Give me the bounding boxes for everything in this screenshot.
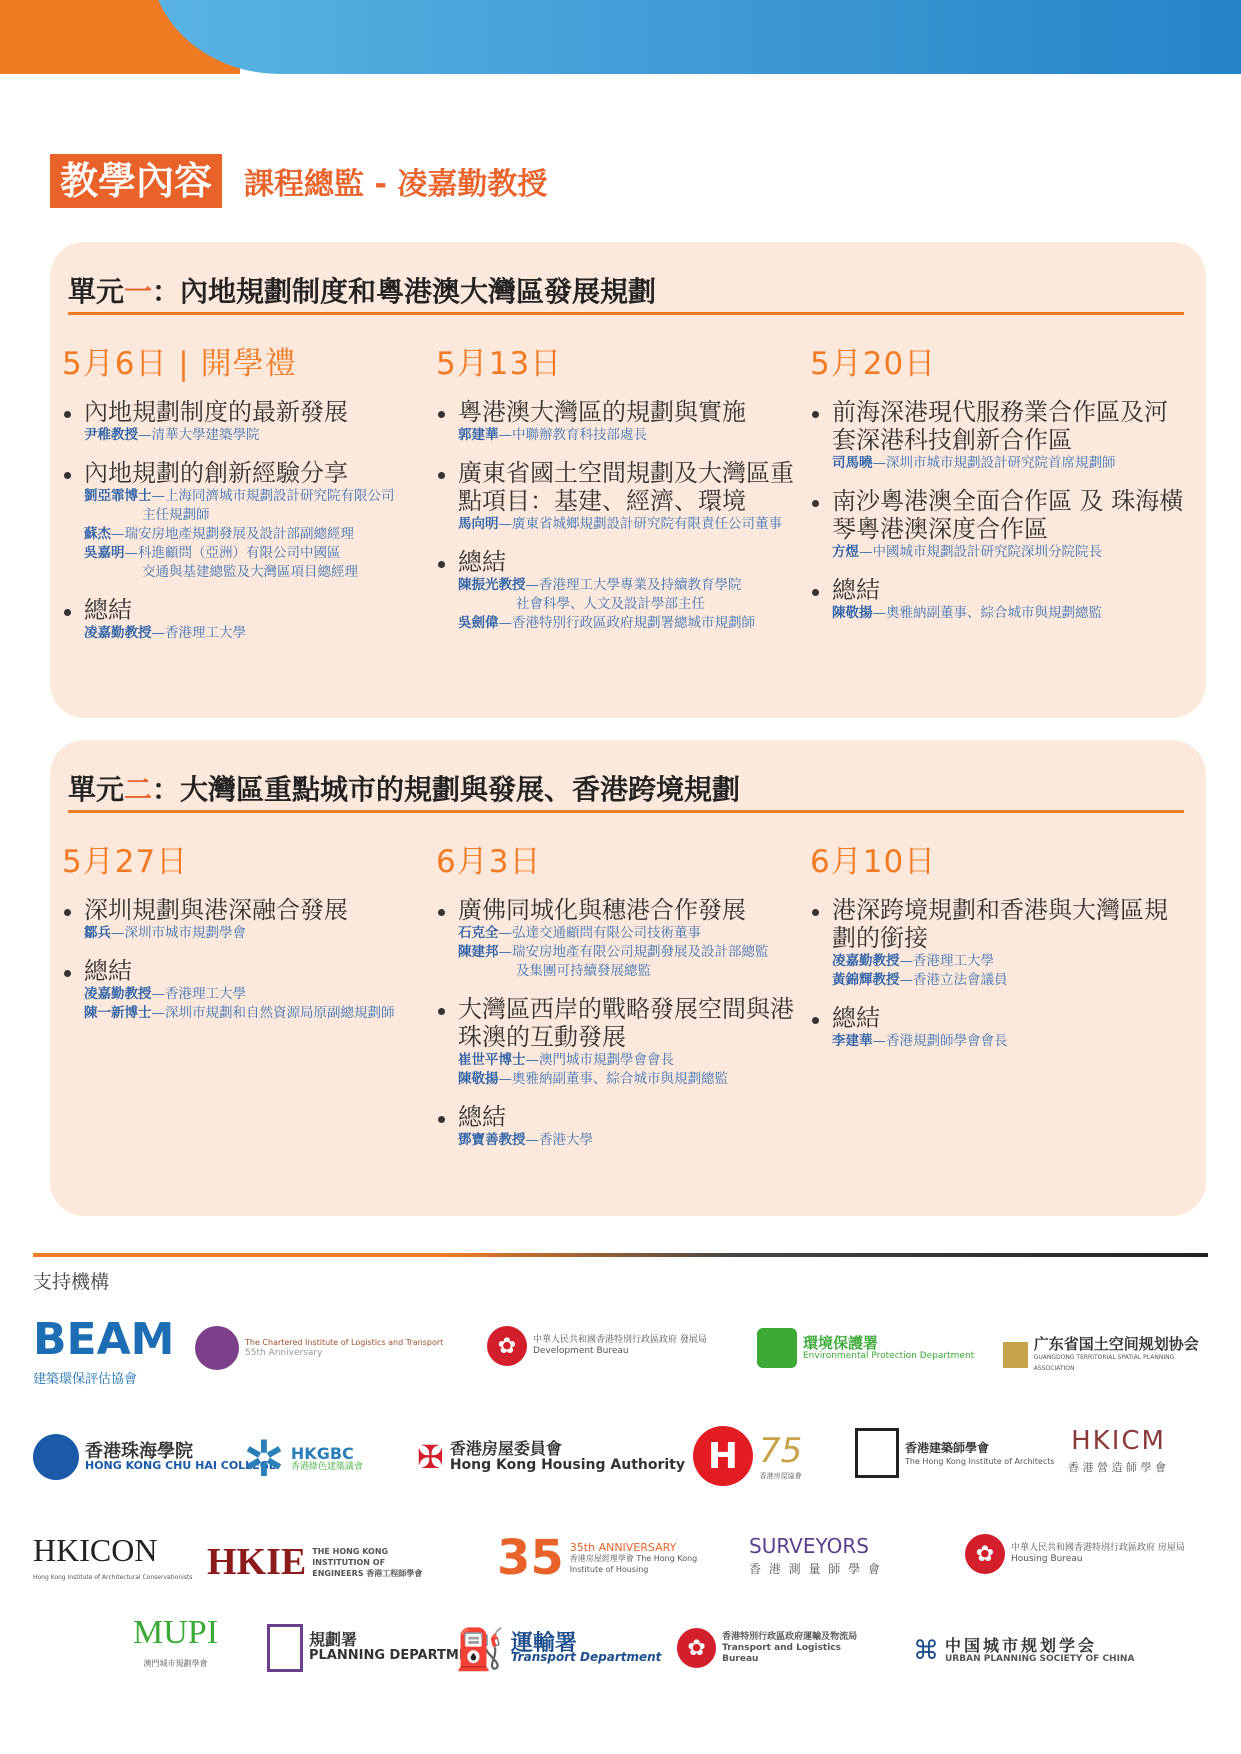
footer-divider (33, 1253, 1208, 1257)
speaker-name: 陳敬揚 (832, 605, 873, 621)
speaker-line (458, 426, 796, 445)
hkis-logo (749, 1534, 882, 1575)
agenda-item (810, 896, 1190, 990)
speaker-role-cont: 交通與基建總監及大灣區項目總經理 (142, 564, 358, 580)
agenda-item (436, 548, 796, 633)
hkia-logo (855, 1428, 1055, 1478)
speaker-name: 陳一新博士 (84, 1005, 152, 1021)
speaker-role: —弘達交通顧問有限公司技術董事 (498, 925, 701, 941)
speaker-name: 黃錦輝教授 (832, 972, 900, 988)
agenda-topic: 廣佛同城化與穗港合作發展 (458, 896, 746, 924)
schedule-column (810, 338, 1190, 623)
logo-subtext: 香 港 營 造 師 學 會 (1068, 1461, 1166, 1474)
speaker-role: —香港理工大學專業及持續教育學院 (525, 577, 742, 593)
speaker-role: —深圳市城市規劃設計研究院首席規劃師 (872, 455, 1116, 471)
bauhinia-icon: ✿ (965, 1534, 1005, 1574)
unit-title-prefix: 單元 (68, 275, 125, 308)
speaker-name: 司馬曉 (832, 455, 873, 471)
bauhinia-icon: ✿ (487, 1326, 527, 1366)
speaker-name: 李建華 (832, 1033, 873, 1049)
logo-subtext: Transport Department (510, 1650, 662, 1664)
logo-subtext: GUANGDONG TERRITORIAL SPATIAL PLANNING ASSOCIATION (1033, 1354, 1175, 1372)
agenda-item (436, 398, 796, 445)
logo-subtext: PLANNING DEPARTMENT (309, 1648, 488, 1663)
hkgbc-pinwheel-icon: ✲ (243, 1430, 285, 1488)
hkicon-logo (33, 1534, 192, 1583)
speaker-role: —清華大學建築學院 (138, 427, 260, 443)
speaker-name: 陳敬揚 (458, 1071, 499, 1087)
agenda-topic: 前海深港現代服務業合作區及河套深港科技創新合作區 (832, 398, 1168, 454)
agenda-item (62, 459, 422, 582)
agenda-item (436, 995, 796, 1089)
agenda-topic: 粵港澳大灣區的規劃與實施 (458, 398, 746, 426)
speaker-role: —香港理工大學 (899, 953, 994, 969)
speaker-line (458, 943, 796, 981)
session-date: 6月10日 (810, 844, 937, 880)
unit-divider (68, 810, 1184, 813)
agenda-item (436, 459, 796, 534)
speaker-role: —奧雅納副董事、綜合城市與規劃總監 (872, 605, 1102, 621)
agenda-item (436, 1103, 796, 1150)
hkih-logo (497, 1530, 707, 1586)
logo-text: MUPI (133, 1614, 219, 1651)
logo-subtext: Development Bureau (533, 1346, 629, 1356)
speaker-name: 尹稚教授 (84, 427, 138, 443)
schedule-column (436, 338, 796, 633)
schedule-column (62, 338, 422, 643)
logo-text: 中華人民共和國香港特別行政區政府 房屋局 (1011, 1543, 1185, 1553)
speaker-name: 陳建邦 (458, 944, 499, 960)
schedule-column (62, 836, 422, 1023)
agenda-topic: 總結 (84, 596, 132, 624)
session-date: 6月3日 (436, 844, 542, 880)
speaker-line (832, 971, 1190, 990)
agenda-topic: 總結 (458, 548, 506, 576)
unit-title-text: ：內地規劃制度和粵港澳大灣區發展規劃 (152, 275, 657, 308)
top-banner (0, 0, 1241, 74)
section-header (50, 156, 547, 206)
housing-bureau-logo (965, 1534, 1210, 1574)
gdtsp-logo (1003, 1336, 1208, 1374)
hkgbc-logo (243, 1430, 363, 1488)
speaker-role: —香港理工大學 (151, 625, 246, 641)
schedule-column (810, 836, 1190, 1051)
speaker-name: 凌嘉勤教授 (84, 986, 152, 1002)
agenda-topic: 大灣區西岸的戰略發展空間與港珠澳的互動發展 (458, 995, 794, 1051)
unit-divider (68, 312, 1184, 315)
logo-subtext: 香 港 測 量 師 學 會 (749, 1562, 882, 1576)
speaker-line (84, 544, 422, 582)
speaker-role: —深圳市規劃和自然資源局原副總規劃師 (151, 1005, 395, 1021)
logo-text: The Chartered Institute of Logistics and Transport (245, 1338, 444, 1347)
speaker-name: 劉亞霏博士 (84, 488, 152, 504)
agenda-item (62, 596, 422, 643)
speaker-line (832, 952, 1190, 971)
epd-icon (757, 1328, 797, 1368)
speaker-line (84, 924, 422, 943)
logo-subtext: Environmental Protection Department (803, 1350, 975, 1361)
agenda-item (62, 398, 422, 445)
hkhs-logo (693, 1426, 802, 1486)
speaker-name: 石克全 (458, 925, 499, 941)
session-date: 5月27日 (62, 844, 189, 880)
logo-text: 中国城市规划学会 (945, 1635, 1098, 1655)
unit-number: 二 (124, 773, 153, 806)
agenda-item (810, 1004, 1190, 1051)
agenda-item (436, 896, 796, 981)
speaker-name: 鄧寶善教授 (458, 1132, 526, 1148)
speaker-line (84, 985, 422, 1004)
speaker-line (84, 426, 422, 445)
speaker-line (84, 525, 422, 544)
agenda-item (810, 576, 1190, 623)
agenda-item (62, 896, 422, 943)
cilt-emblem-icon (195, 1326, 239, 1370)
speaker-line (458, 1070, 796, 1089)
logo-text: 中華人民共和國香港特別行政區政府 發展局 (533, 1335, 707, 1345)
logo-text: 香港房屋委員會 (449, 1439, 562, 1458)
speaker-role: —中國城市規劃設計研究院深圳分院院長 (859, 544, 1102, 560)
speaker-role: —香港規劃師學會會長 (872, 1033, 1008, 1049)
speaker-name: 蘇杰 (84, 526, 111, 542)
hkia-seal-icon (855, 1428, 899, 1478)
logo-text: 環境保護署 (803, 1333, 879, 1352)
development-bureau-logo (487, 1326, 727, 1366)
chu-hai-college-logo (33, 1434, 276, 1480)
agenda-topic: 港深跨境規劃和香港與大灣區規劃的銜接 (832, 896, 1168, 952)
unit-number: 一 (124, 275, 153, 308)
logo-subtext: HONG KONG CHU HAI COLLEGE (85, 1458, 277, 1472)
hkicm-logo (1068, 1426, 1166, 1473)
speaker-name: 陳振光教授 (458, 577, 526, 593)
agenda-topic: 總結 (458, 1103, 506, 1131)
unit-2-title (68, 768, 740, 808)
hkhs-h-icon: H (693, 1426, 753, 1486)
supporters-label: 支持機構 (33, 1271, 110, 1293)
speaker-role: —澳門城市規劃學會會長 (525, 1052, 674, 1068)
section-tag: 教學內容 (50, 154, 222, 208)
logo-text: 广东省国土空间规划协会 (1033, 1335, 1199, 1353)
logo-text: BEAM (33, 1314, 175, 1365)
epd-logo (757, 1328, 974, 1368)
transport-department-logo (455, 1626, 661, 1673)
logo-text: 規劃署 (309, 1630, 358, 1649)
chu-hai-emblem-icon (33, 1434, 79, 1480)
pland-icon (267, 1624, 303, 1672)
agenda-item (810, 398, 1190, 473)
hkha-icon: ✠ (417, 1438, 444, 1476)
session-date: 5月13日 (436, 346, 563, 382)
speaker-name: 凌嘉勤教授 (84, 625, 152, 641)
speaker-name: 鄒兵 (84, 925, 111, 941)
speaker-line (832, 543, 1190, 562)
session-date: 5月20日 (810, 346, 937, 382)
speaker-role: —瑞安房地產有限公司規劃發展及設計部總監 (498, 944, 769, 960)
speaker-role: —廣東省城鄉規劃設計研究院有限責任公司董事 (498, 516, 782, 532)
unit-title-prefix: 單元 (68, 773, 125, 806)
agenda-topic: 內地規劃制度的最新發展 (84, 398, 348, 426)
speaker-name: 凌嘉勤教授 (832, 953, 900, 969)
speaker-line (458, 576, 796, 614)
speaker-line (458, 614, 796, 633)
tlb-logo (677, 1628, 877, 1668)
logo-subtext: 香港房屋經理學會 The Hong Kong Institute of Housing (569, 1553, 698, 1574)
speaker-role: —奧雅納副董事、綜合城市與規劃總監 (498, 1071, 728, 1087)
speaker-role-cont: 及集團可持續發展總監 (516, 963, 651, 979)
agenda-topic: 內地規劃的創新經驗分享 (84, 459, 348, 487)
speaker-line (458, 1131, 796, 1150)
speaker-name: 馬向明 (458, 516, 499, 532)
course-director: 課程總監 - 凌嘉勤教授 (244, 167, 548, 202)
logo-text: 香港建築師學會 (905, 1440, 990, 1455)
logo-text: 運輸署 (510, 1631, 577, 1656)
speaker-role: —深圳市城市規劃學會 (111, 925, 246, 941)
logo-subtext: 55th Anniversary (245, 1348, 323, 1358)
agenda-topic: 總結 (84, 957, 132, 985)
logo-text: 75 (759, 1430, 803, 1471)
agenda-topic: 總結 (832, 576, 880, 604)
logo-subtext: The Hong Kong Institute of Architects (905, 1456, 1055, 1466)
logo-subtext: 建築環保評估協會 (33, 1372, 138, 1387)
speaker-name: 方煜 (832, 544, 859, 560)
logo-subtext: Hong Kong Institute of Architectural Conservationists (33, 1574, 193, 1581)
td-icon: ⛽ (455, 1627, 505, 1673)
hkih-35-icon: 35 (497, 1530, 564, 1586)
upsc-icon: ⌘ (913, 1636, 939, 1666)
gdtsp-icon (1003, 1342, 1028, 1368)
speaker-role: —上海同濟城市規劃設計研究院有限公司 (151, 488, 395, 504)
logo-subtext: Housing Bureau (1011, 1554, 1083, 1564)
speaker-line (84, 624, 422, 643)
schedule-column (436, 836, 796, 1150)
speaker-line (84, 487, 422, 525)
agenda-topic: 廣東省國土空間規劃及大灣區重點項目：基建、經濟、環境 (458, 459, 794, 515)
hkha-logo (417, 1438, 685, 1476)
agenda-item (62, 957, 422, 1023)
speaker-name: 郭建華 (458, 427, 499, 443)
banner-blue-shape (150, 0, 1241, 74)
logo-text: HKIE (207, 1541, 307, 1583)
hkie-logo (207, 1540, 432, 1584)
unit-1-panel (50, 242, 1206, 718)
speaker-line (458, 924, 796, 943)
logo-subtext: 澳門城市規劃學會 (143, 1659, 208, 1668)
speaker-role: —科進顧問（亞洲）有限公司中國區 (124, 545, 341, 561)
logo-subtext: URBAN PLANNING SOCIETY OF CHINA (945, 1653, 1135, 1664)
speaker-role: —香港立法會議員 (899, 972, 1008, 988)
unit-title-text: ：大灣區重點城市的規劃與發展、香港跨境規劃 (152, 773, 741, 806)
agenda-item (810, 487, 1190, 562)
agenda-topic: 南沙粵港澳全面合作區 及 珠海橫琴粵港澳深度合作區 (832, 487, 1184, 543)
logo-text: 35th ANNIVERSARY (569, 1540, 677, 1554)
agenda-topic: 深圳規劃與港深融合發展 (84, 896, 348, 924)
speaker-role: —香港理工大學 (151, 986, 246, 1002)
speaker-line (832, 604, 1190, 623)
logo-subtext: 香港房屋協會 (759, 1471, 802, 1480)
logo-subtext: THE HONG KONG INSTITUTION OF ENGINEERS 香港工程師學會 (312, 1546, 423, 1578)
speaker-line (832, 1032, 1190, 1051)
speaker-line (84, 1004, 422, 1023)
session-date: 5月6日 | 開學禮 (62, 346, 297, 382)
logo-text: 香港珠海學院 (85, 1440, 193, 1462)
speaker-role: —香港大學 (525, 1132, 593, 1148)
logo-subtext: Hong Kong Housing Authority (449, 1457, 685, 1473)
agenda-topic: 總結 (832, 1004, 880, 1032)
logo-text: 香港特別行政區政府運輸及物流局 (722, 1631, 858, 1642)
logo-text: SURVEYORS (749, 1534, 869, 1558)
speaker-name: 崔世平博士 (458, 1052, 526, 1068)
speaker-role: —中聯辦教育科技部處長 (498, 427, 647, 443)
speaker-role-cont: 主任規劃師 (142, 507, 210, 523)
speaker-role: —瑞安房地產規劃發展及設計部副總經理 (111, 526, 354, 542)
logo-text: HKICM (1071, 1426, 1166, 1456)
cilt-logo (195, 1326, 445, 1370)
speaker-line (832, 454, 1190, 473)
speaker-role-cont: 社會科學、人文及設計學部主任 (516, 596, 705, 612)
upsc-logo (913, 1636, 1134, 1666)
speaker-line (458, 1051, 796, 1070)
logo-text: HKGBC (290, 1443, 354, 1463)
speaker-role: —香港特別行政區政府規劃署總城市規劃師 (498, 615, 755, 631)
logo-subtext: 香港綠色建築議會 (290, 1461, 363, 1472)
logo-text: HKICON (33, 1532, 158, 1568)
beam-logo (33, 1314, 175, 1387)
speaker-name: 吳嘉明 (84, 545, 125, 561)
speaker-name: 吳劍偉 (458, 615, 499, 631)
logo-subtext: Transport and Logistics Bureau (722, 1642, 842, 1664)
speaker-line (458, 515, 796, 534)
unit-2-panel (50, 740, 1206, 1216)
bauhinia-icon: ✿ (677, 1628, 716, 1668)
unit-1-title (68, 270, 656, 310)
mupi-logo (133, 1614, 218, 1669)
